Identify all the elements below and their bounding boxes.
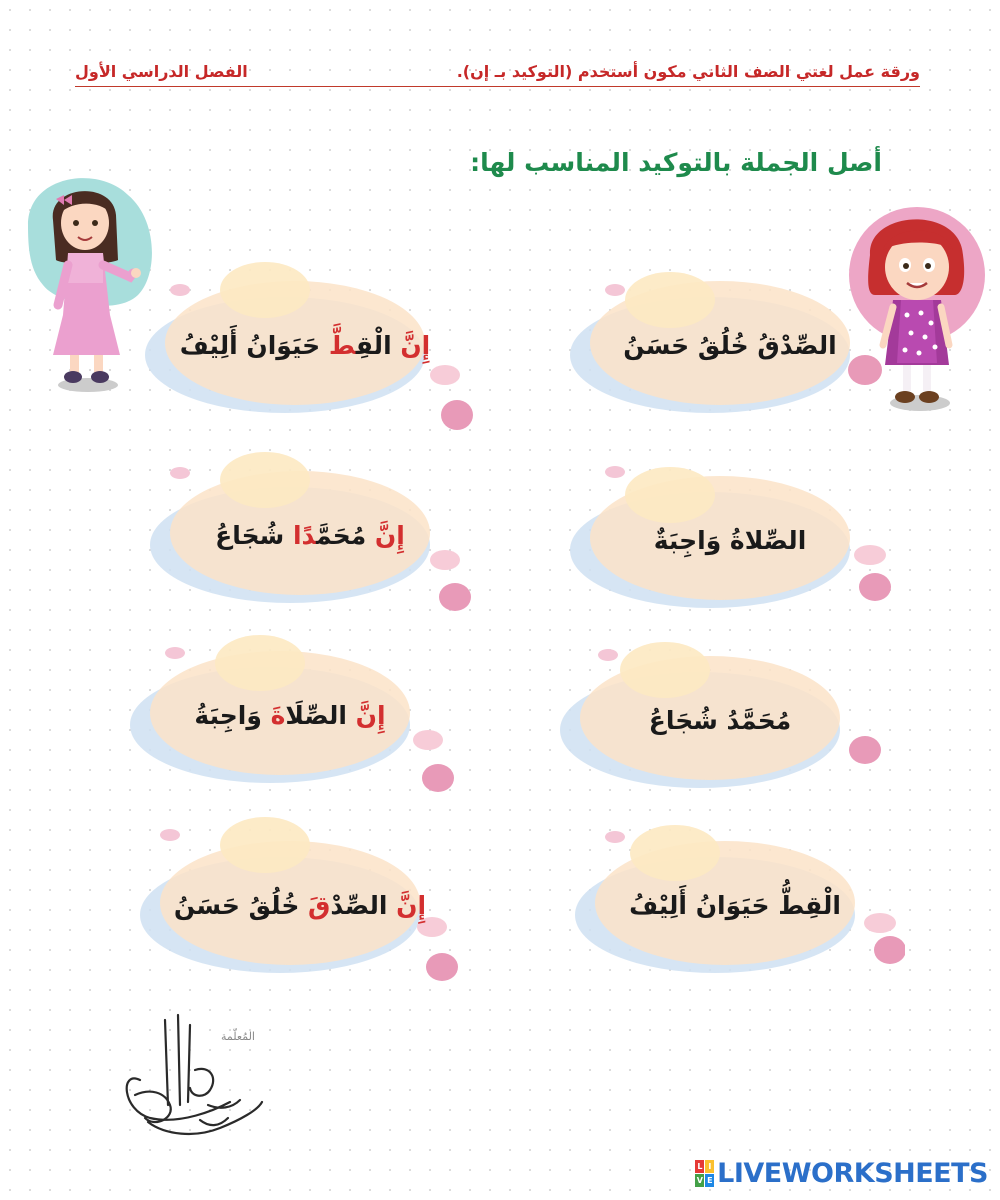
emphasized-sentence xyxy=(135,255,475,435)
badge-letter: V xyxy=(696,1176,703,1185)
highlighted-ending: قَ xyxy=(308,890,331,920)
match-card-left-4[interactable] xyxy=(130,815,470,995)
emphasized-sentence-text xyxy=(215,521,405,550)
semester-label: الفصل الدراسي الأول xyxy=(75,62,248,81)
sentence-part: الصِّدْ xyxy=(330,890,397,920)
badge-letter: I xyxy=(705,1160,714,1173)
match-card-right-3[interactable] xyxy=(550,630,890,810)
teacher-signature xyxy=(120,1010,270,1150)
emphasized-sentence xyxy=(120,625,460,805)
emphasized-sentence xyxy=(130,815,470,995)
signature-title: المُعلّمة xyxy=(221,1030,255,1043)
emphasized-sentence-text xyxy=(194,701,385,730)
liveworksheets-logo[interactable] xyxy=(695,1158,988,1189)
worksheet-header xyxy=(75,58,920,87)
sentence-part: شُجَاعُ xyxy=(215,520,293,550)
instruction-text: أصل الجملة بالتوكيد المناسب لها: xyxy=(470,148,882,177)
sentence-part: الصِّلَا xyxy=(285,700,356,730)
highlighted-ending: طَّ xyxy=(328,330,356,360)
sentence-text: الصِّدْقُ خُلُقُ حَسَنُ xyxy=(623,330,837,360)
sentence-part: الْقِ xyxy=(355,330,401,360)
inna-word: إِنَّ xyxy=(400,330,431,360)
match-card-left-2[interactable] xyxy=(140,445,480,625)
match-card-left-1[interactable] xyxy=(135,255,475,435)
sentence-text: الْقِطُّ حَيَوَانُ أَلِيْفُ xyxy=(629,890,841,920)
worksheet-title: ورقة عمل لغتي الصف الثاني مكون أستخدم (التوكيد بـ إن). xyxy=(456,62,920,81)
match-card-right-4[interactable] xyxy=(565,815,905,995)
match-card-right-2[interactable] xyxy=(560,450,900,630)
sentence-text: مُحَمَّدُ شُجَاعُ xyxy=(648,705,792,735)
highlighted-ending: دًا xyxy=(292,520,316,550)
emphasized-sentence-text xyxy=(180,331,431,360)
inna-word: إِنَّ xyxy=(355,700,386,730)
logo-text: LIVEWORKSHEETS xyxy=(717,1158,988,1189)
emphasized-sentence-text xyxy=(174,891,426,920)
badge-letter: E xyxy=(705,1174,714,1187)
emphasized-sentence xyxy=(140,445,480,625)
logo-badge xyxy=(695,1160,714,1187)
match-card-left-3[interactable] xyxy=(120,625,460,805)
sentence-part: خُلُقُ حَسَنُ xyxy=(173,890,309,920)
girl-illustration-left xyxy=(18,165,168,395)
girl-illustration-right xyxy=(845,195,985,430)
inna-word: إِنَّ xyxy=(374,520,405,550)
sentence-part: حَيَوَانُ أَلِيْفُ xyxy=(179,330,329,360)
inna-word: إِنَّ xyxy=(396,890,427,920)
sentence-part: مُحَمَّ xyxy=(315,520,375,550)
highlighted-ending: ةَ xyxy=(270,700,286,730)
sentence-part: وَاجِبَةُ xyxy=(194,700,271,730)
sentence-text: الصِّلاةُ وَاجِبَةٌ xyxy=(653,525,807,555)
badge-letter: L xyxy=(695,1160,704,1173)
